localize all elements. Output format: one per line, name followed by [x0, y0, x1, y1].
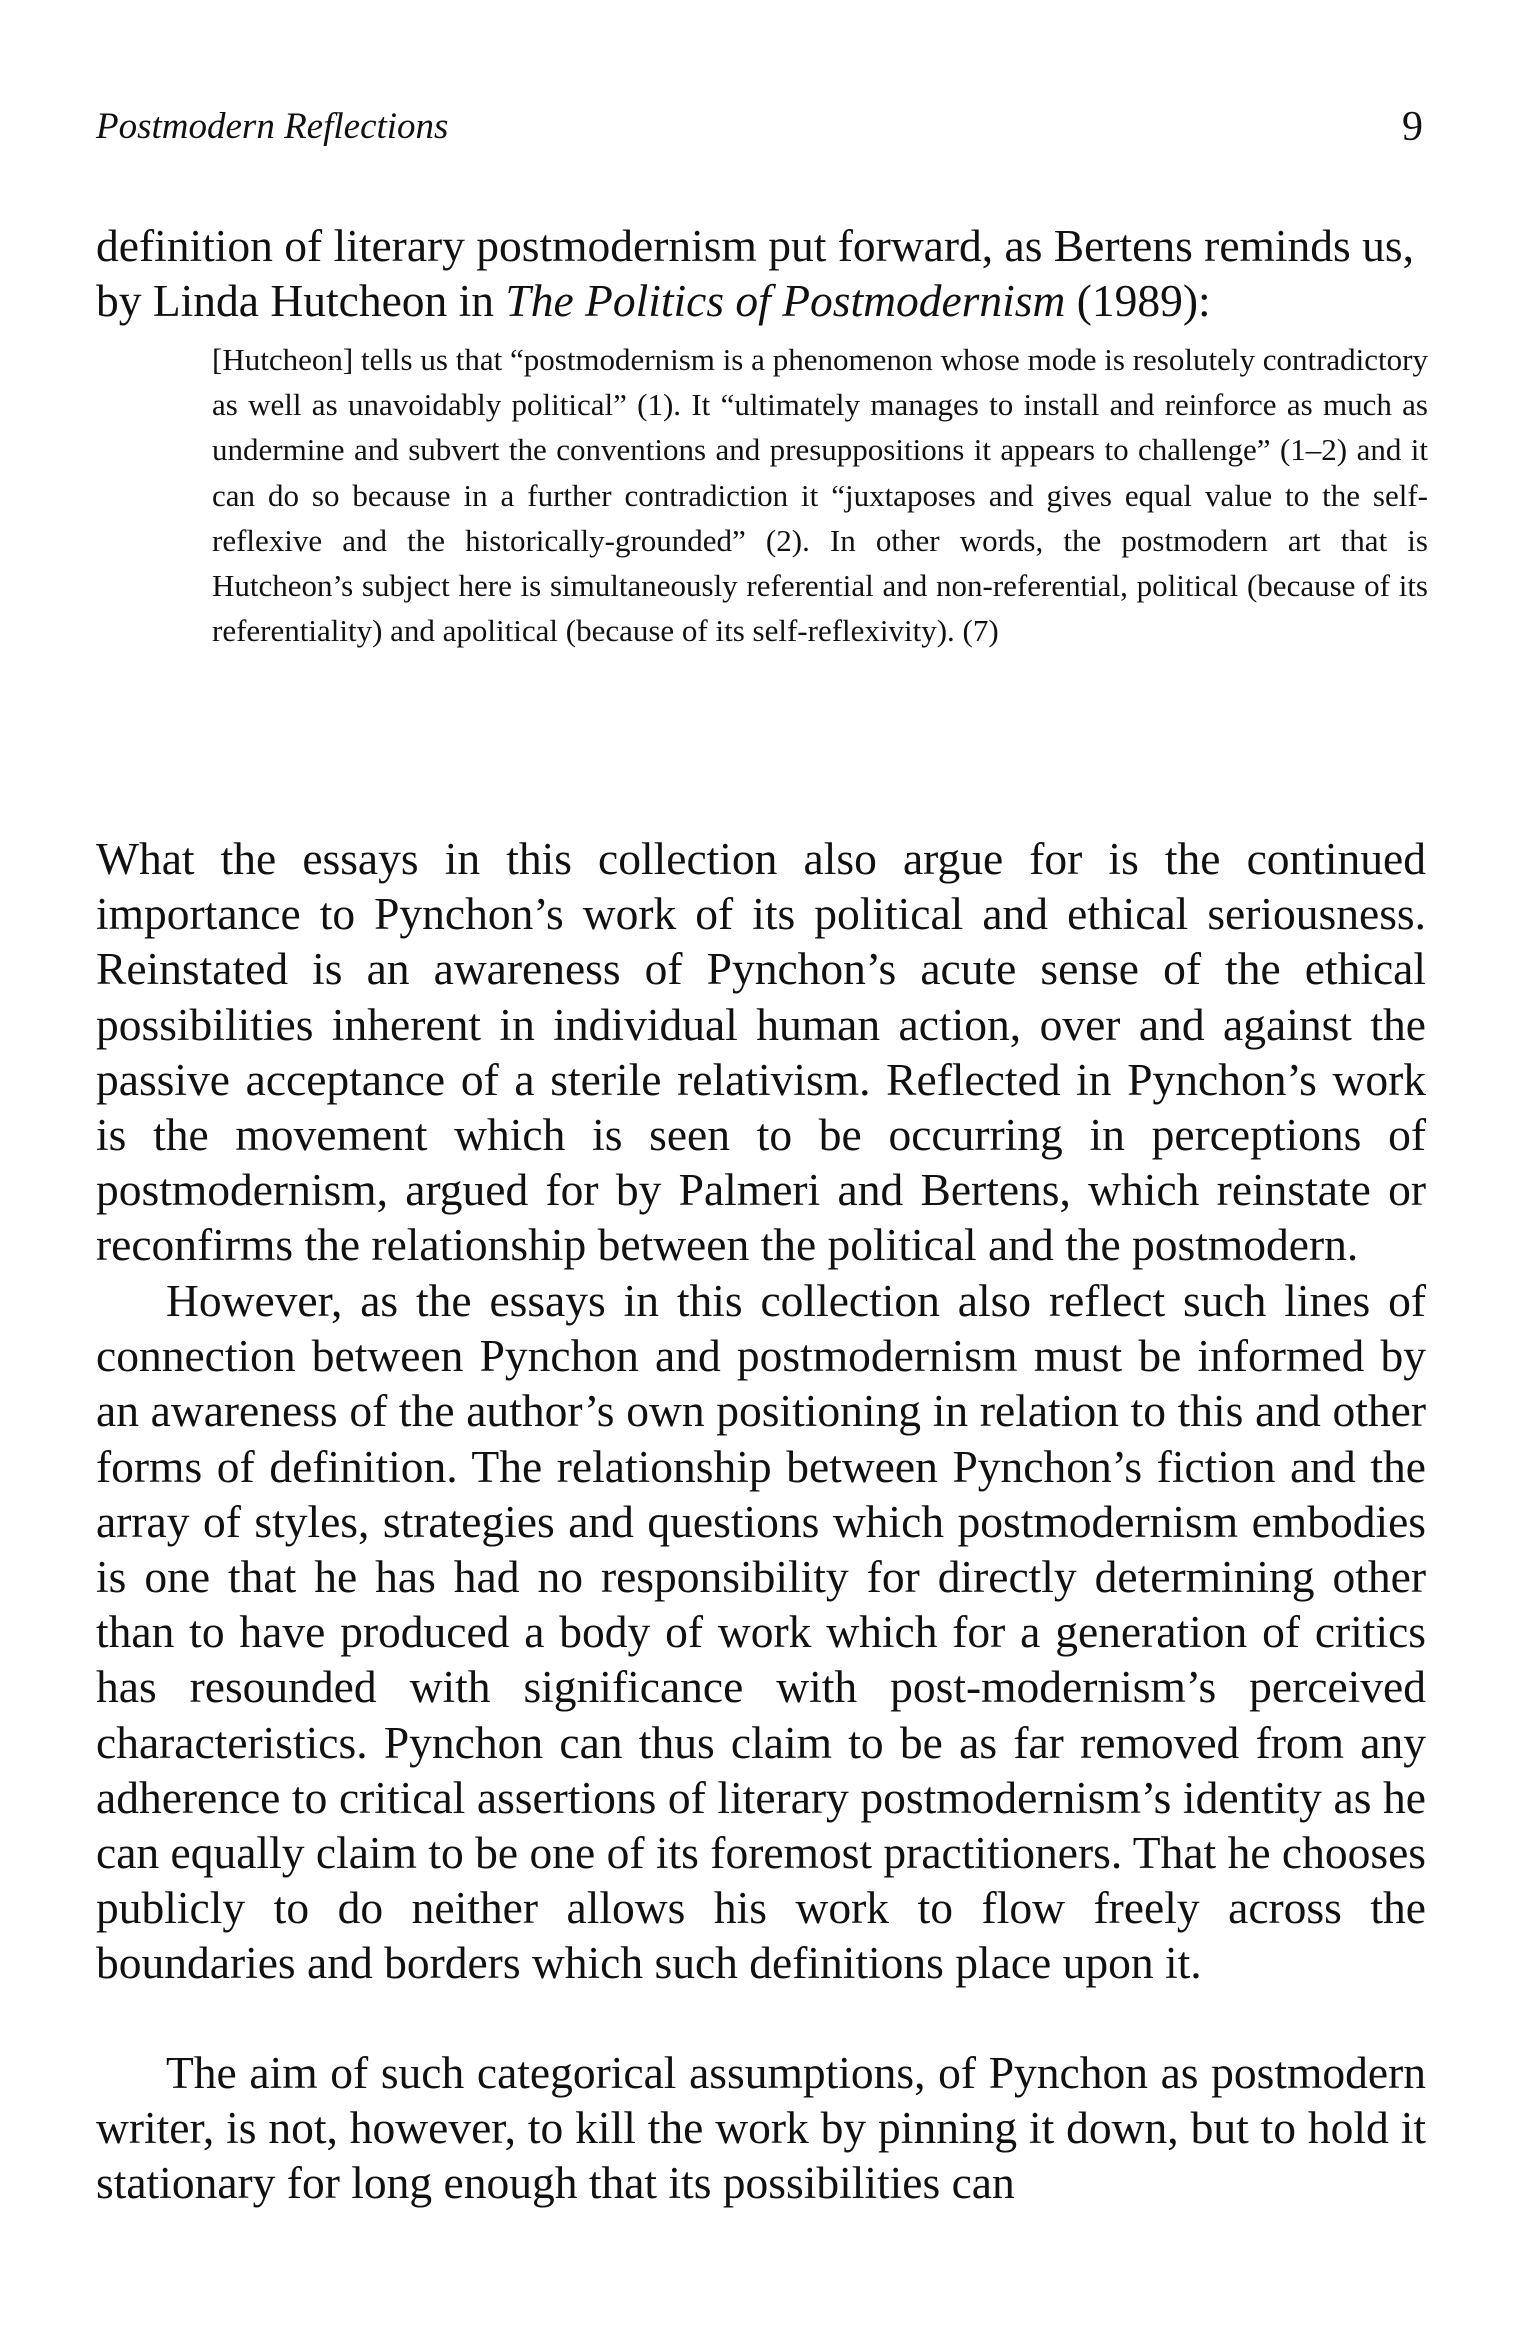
intro-text: definition of literary postmodernism put forward, as Bertens reminds us, by Linda Hutcheon in [96, 220, 1414, 327]
body-paragraph-3: The aim of such categorical assumptions, of Pynchon as postmodern writer, is not, however, to kill the work by pinning it down, but to hold it stationary for long enough that its possibilities can [96, 2047, 1426, 2209]
block-quotation: [Hutcheon] tells us that “postmodernism is a phenomenon whose mode is resolutely contradictory as well as unavoidably political” (1). It “ultimately manages to install and reinforce as much as undermine and subvert the conventions and presuppositions it appears to challenge” (1–2) and it can do so because in a further contradiction it “juxtaposes and gives equal value to the self-reflexive and the historically-grounded” (2). In other words, the postmodern art that is Hutcheon’s subject here is simultaneously referential and non-referential, political (because of its referentiality) and apolitical (because of its self-reflexivity). (7) [212, 342, 1428, 649]
body-paragraph-2: However, as the essays in this collection also reflect such lines of connection between Pynchon and postmodernism must be informed by an awareness of the author’s own positioning in relation to this and other forms of definition. The relationship between Pynchon’s fiction and the array of styles, strategies and questions which postmodernism embodies is one that he has had no responsibility for directly determining other than to have produced a body of work which for a generation of critics has resounded with significance with post-modernism’s perceived characteristics. Pynchon can thus claim to be as far removed from any adherence to critical assertions of literary postmodernism’s identity as he can equally claim to be one of its foremost practitioners. That he chooses publicly to do neither allows his work to flow freely across the boundaries and borders which such definitions place upon it. [96, 1275, 1426, 1989]
running-head: Postmodern Reflections [96, 106, 449, 147]
intro-year: (1989): [1065, 275, 1211, 327]
book-title: The Politics of Postmodernism [505, 275, 1066, 327]
page-number: 9 [1402, 104, 1423, 150]
intro-paragraph [96, 218, 1426, 328]
body-paragraph-1: What the essays in this collection also argue for is the continued importance to Pynchon’s work of its political and ethical seriousness. Reinstated is an awareness of Pynchon’s acute sense of the ethical possibilities inherent in individual human action, over and against the passive acceptance of a sterile relativism. Reflected in Pynchon’s work is the movement which is seen to be occurring in perceptions of postmodernism, argued for by Palmeri and Bertens, which reinstate or reconfirms the relationship between the political and the postmodern. [96, 833, 1426, 1271]
